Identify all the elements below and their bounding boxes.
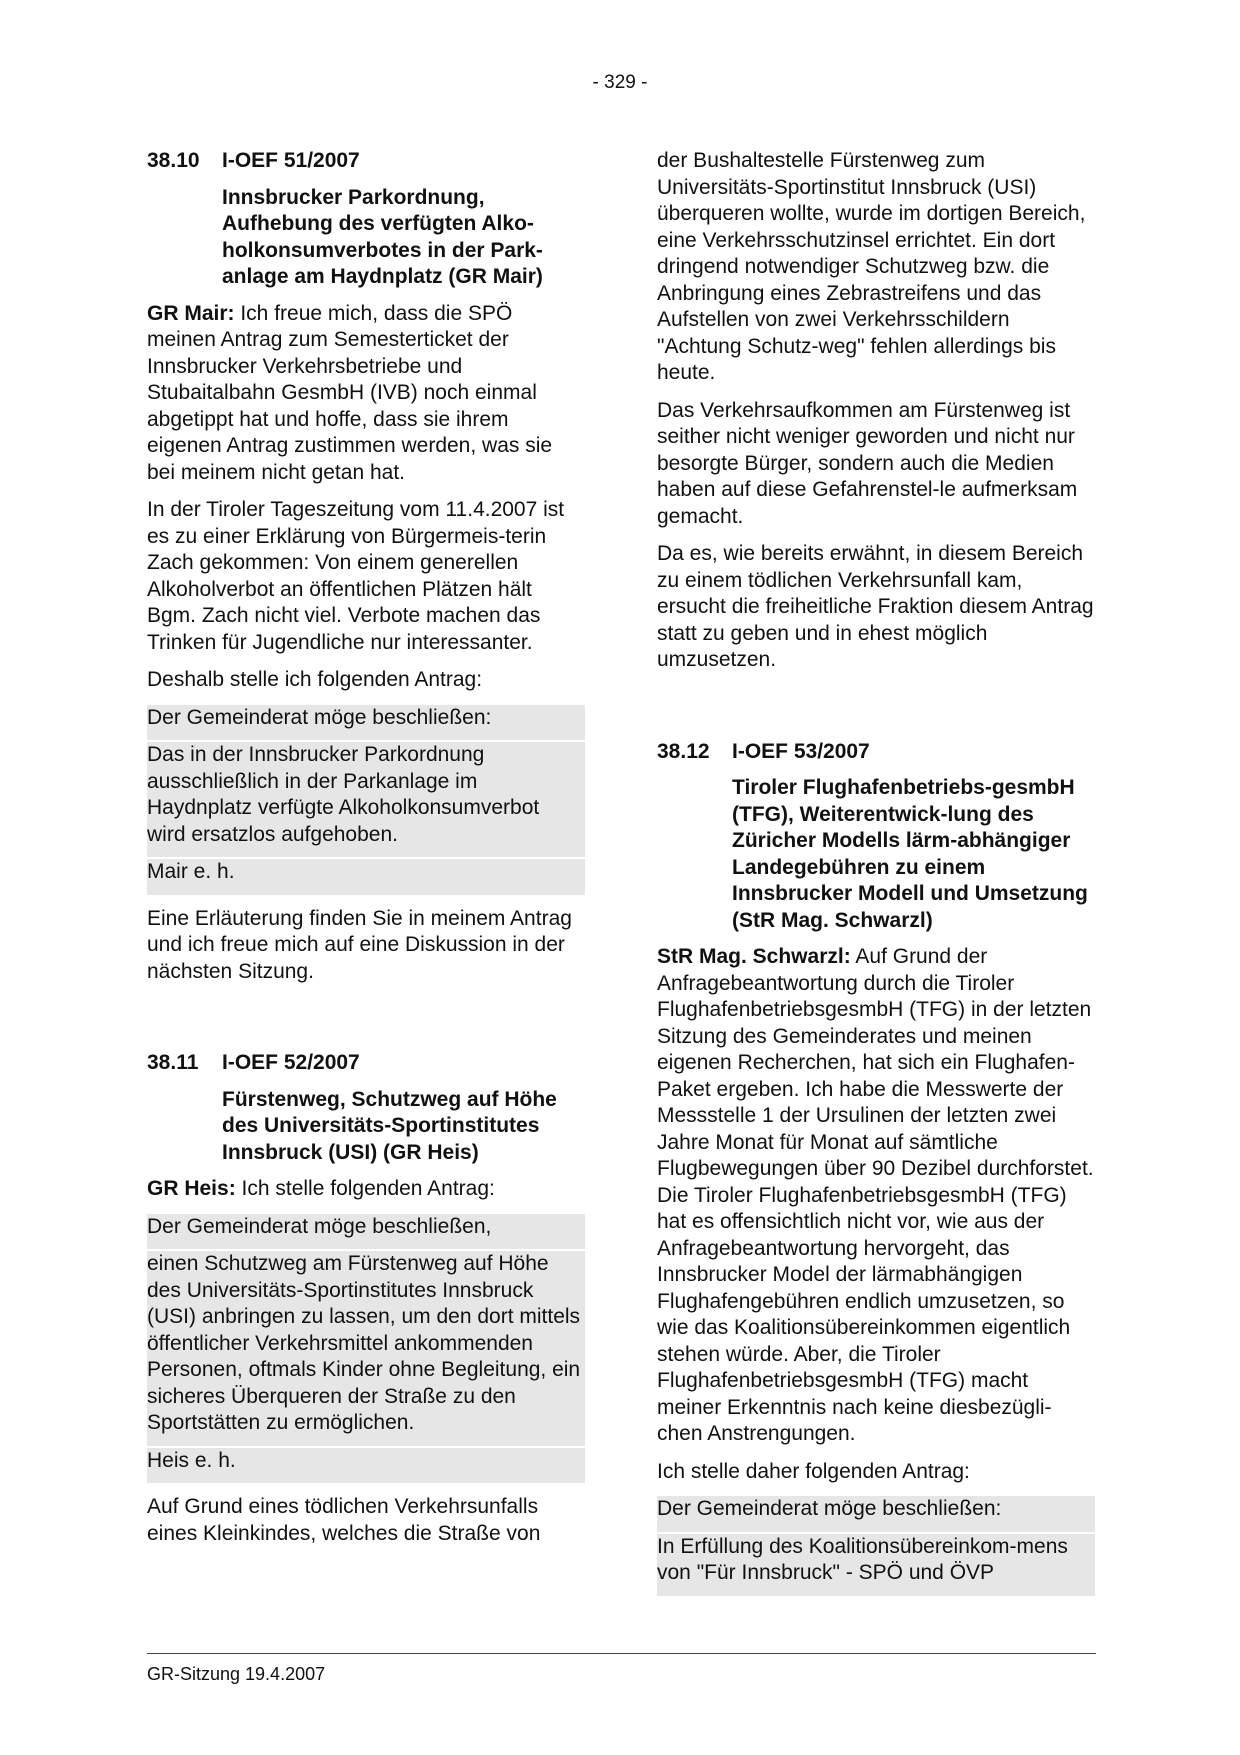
section-number: 38.11: [147, 1051, 199, 1074]
motion-block: Der Gemeinderat möge beschließen:: [657, 1496, 1095, 1532]
paragraph: Das Verkehrsaufkommen am Fürstenweg ist seither nicht weniger geworden und nicht nur besorgte Bürger, sondern auch die Medien haben auf diese Gefahrenstel-le aufmerksam gemacht.: [657, 398, 1078, 528]
spacer: [147, 996, 585, 1050]
paragraph: [147, 301, 585, 487]
spacer: [657, 685, 1095, 739]
paragraph: Auf Grund eines tödlichen Verkehrsunfalls eines Kleinkindes, welches die Straße von: [147, 1495, 541, 1545]
section-number: 38.12: [657, 739, 710, 763]
right-column: [657, 148, 1095, 1598]
section-id: I-OEF 52/2007: [222, 1051, 360, 1074]
motion-block: Der Gemeinderat möge beschließen,: [147, 1214, 585, 1250]
motion-block: einen Schutzweg am Fürstenweg auf Höhe des Universitäts-Sportinstitutes Innsbruck (USI) anbringen zu lassen, um den dort mittels öffentlicher Verkehrsmittel ankommenden Personen, oftmals Kinder ohne Begleitung, ein sicheres Überqueren der Straße zu den Sportstätten zu ermöglichen.: [147, 1251, 585, 1446]
motion-block: In Erfüllung des Koalitionsübereinkom-mens von "Für Innsbruck" - SPÖ und ÖVP: [657, 1534, 1095, 1596]
section-title: Fürstenweg, Schutzweg auf Höhe des Universitäts-Sportinstitutes Innsbruck (USI) (GR Heis): [222, 1087, 557, 1164]
section-heading-38-12: [657, 739, 1095, 766]
section-heading-38-11: [147, 1050, 585, 1077]
page-number: - 329 -: [592, 72, 648, 93]
paragraph: Da es, wie bereits erwähnt, in diesem Bereich zu einem tödlichen Verkehrsunfall kam, ersucht die freiheitliche Fraktion diesem Antrag statt zu geben und in ehest möglich umzusetzen.: [657, 542, 1094, 671]
left-column: [147, 148, 585, 1558]
paragraph: [147, 1176, 585, 1203]
speaker-text: Ich stelle folgenden Antrag:: [235, 1177, 495, 1200]
speaker-label: GR Heis:: [147, 1177, 236, 1200]
section-title: Tiroler Flughafenbetriebs-gesmbH (TFG), Weiterentwick-lung des Züricher Modells lärm-abhängiger Landegebühren zu einem Innsbrucker Modell und Umsetzung (StR Mag. Schwarzl): [732, 776, 1088, 932]
paragraph: der Bushaltestelle Fürstenweg zum Universitäts-Sportinstitut Innsbruck (USI) überqueren wollte, wurde im dortigen Bereich, eine Verkehrsschutzinsel errichtet. Ein dort dringend notwendiger Schutzweg bzw. die Anbringung eines Zebrastreifens und das Aufstellen von zwei Verkehrsschildern "Achtung Schutz-weg" fehlen allerdings bis heute.: [657, 149, 1086, 384]
paragraph: Ich stelle daher folgenden Antrag:: [657, 1459, 970, 1483]
section-id: I-OEF 53/2007: [732, 739, 870, 763]
section-id: I-OEF 51/2007: [222, 149, 360, 172]
paragraph: In der Tiroler Tageszeitung vom 11.4.2007 ist es zu einer Erklärung von Bürgermeis-terin Zach gekommen: Von einem generellen Alkoholverbot an öffentlichen Plätzen hält Bgm. Zach nicht viel. Verbote machen das Trinken für Jugendliche nur interessanter.: [147, 498, 565, 654]
speaker-text: Ich freue mich, dass die SPÖ meinen Antrag zum Semesterticket der Innsbrucker Verkehrsbetriebe und Stubaitalbahn GesmbH (IVB) noch einmal abgetippt hat und hoffe, dass sie ihrem eigenen Antrag zustimmen werden, was sie bei meinem nicht getan hat.: [147, 301, 553, 484]
paragraph: Eine Erläuterung finden Sie in meinem Antrag und ich freue mich auf eine Diskussion in der nächsten Sitzung.: [147, 906, 572, 983]
paragraph: [657, 944, 1095, 1448]
footer-divider: [147, 1653, 1096, 1654]
motion-signature: Heis e. h.: [147, 1448, 585, 1484]
speaker-label: GR Mair:: [147, 301, 235, 325]
speaker-text: Auf Grund der Anfragebeantwortung durch die Tiroler FlughafenbetriebsgesmbH (TFG) in der letzten Sitzung des Gemeinderates und meinen eigenen Recherchen, hat sich ein Flughafen-Paket ergeben. Ich habe die Messwerte der Messstelle 1 der Ursulinen der letzten zwei Jahre Monat für Monat auf sämtliche Flugbewegungen über 90 Dezibel durchforstet. Die Tiroler FlughafenbetriebsgesmbH (TFG) hat es offensichtlich nicht vor, wie aus der Anfragebeantwortung hervorgeht, das Innsbrucker Model der lärmabhängigen Flughafengebühren endlich umzusetzen, so wie das Koalitionsübereinkommen eigentlich stehen würde. Aber, die Tiroler FlughafenbetriebsgesmbH (TFG) macht meiner Erkenntnis nach keine diesbezügli-chen Anstrengungen.: [657, 945, 1094, 1445]
motion-block: Das in der Innsbrucker Parkordnung ausschließlich in der Parkanlage im Haydnplatz verfügte Alkoholkonsumverbot wird ersatzlos aufgehoben.: [147, 742, 585, 857]
paragraph: Deshalb stelle ich folgenden Antrag:: [147, 668, 483, 691]
motion-block: Der Gemeinderat möge beschließen:: [147, 705, 585, 741]
section-heading-38-10: [147, 148, 585, 175]
section-number: 38.10: [147, 149, 200, 172]
footer-text: GR-Sitzung 19.4.2007: [147, 1664, 326, 1684]
speaker-label: StR Mag. Schwarzl:: [657, 945, 851, 968]
section-title: Innsbrucker Parkordnung, Aufhebung des verfügten Alko-holkonsumverbotes in der Park-anlage am Haydnplatz (GR Mair): [222, 185, 543, 288]
motion-signature: Mair e. h.: [147, 859, 585, 895]
